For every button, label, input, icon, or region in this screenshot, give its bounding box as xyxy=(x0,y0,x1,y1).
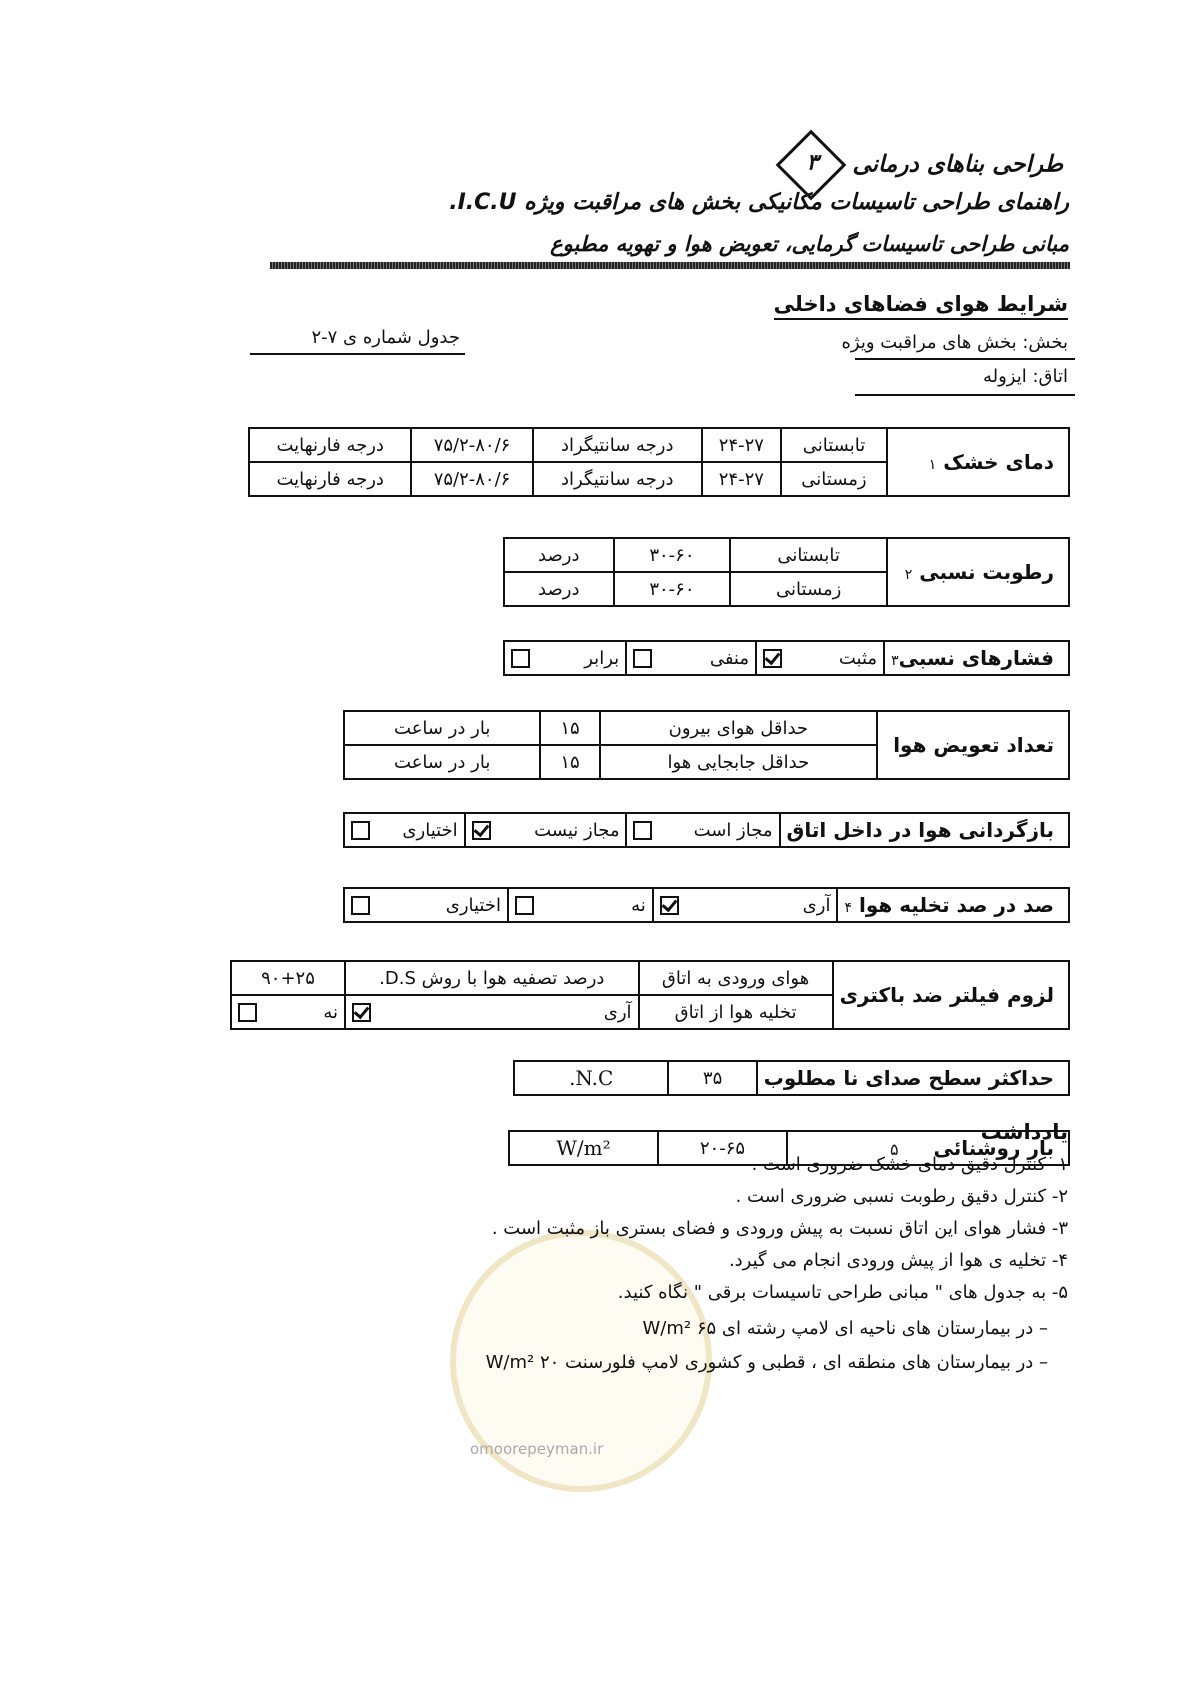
pressure-label: فشارهای نسبی۳ xyxy=(884,641,1069,675)
filter-option-no: نه xyxy=(231,995,345,1029)
ward-underline xyxy=(855,358,1075,360)
note-item: ۵- به جدول های " مبانی طراحی تاسیسات برقی " نگاه کنید. xyxy=(617,1282,1068,1303)
exhaust-table xyxy=(343,887,1070,923)
checkbox-icon[interactable] xyxy=(351,896,370,915)
air-change-value: ۱۵ xyxy=(540,711,599,745)
dry-temp-c: ۲۴-۲۷ xyxy=(702,428,781,462)
lighting-value: ۲۰-۶۵ xyxy=(658,1131,787,1165)
humidity-value: ۳۰-۶۰ xyxy=(614,538,731,572)
filter-row-name: هوای ورودی به اتاق xyxy=(639,961,833,995)
air-change-unit: بار در ساعت xyxy=(344,745,540,779)
volume-badge: ۳ xyxy=(776,130,847,201)
checkbox-icon[interactable] xyxy=(633,821,652,840)
note-subitem: – در بیمارستان های ناحیه ای لامپ رشته ای ۶۵ W/m² xyxy=(642,1318,1048,1339)
humidity-label: رطوبت نسبی ۲ xyxy=(887,538,1069,606)
exhaust-option-no: نه xyxy=(508,888,653,922)
exhaust-option-yes: آری xyxy=(653,888,838,922)
checkbox-icon[interactable] xyxy=(633,649,652,668)
dry-temp-f-unit: درجه فارنهایت xyxy=(249,428,411,462)
note-item: ۴- تخلیه ی هوا از پیش ورودی انجام می گیرد. xyxy=(728,1250,1068,1271)
room-label: اتاق: ایزوله xyxy=(982,366,1068,387)
dry-temp-season: تابستانی xyxy=(781,428,887,462)
air-change-value: ۱۵ xyxy=(540,745,599,779)
pressure-table xyxy=(503,640,1070,676)
dry-temp-c-unit: درجه سانتیگراد xyxy=(533,462,702,496)
filter-label: لزوم فیلتر ضد باکتری xyxy=(833,961,1069,1029)
noise-unit: N.C. xyxy=(514,1061,668,1095)
checkbox-checked-icon[interactable] xyxy=(763,649,782,668)
air-change-name: حداقل جابجایی هوا xyxy=(600,745,877,779)
humidity-season: تابستانی xyxy=(730,538,887,572)
exhaust-label: صد در صد تخلیه هوا ۴ xyxy=(837,888,1069,922)
header-line1: طراحی بناهای درمانی xyxy=(852,151,1063,178)
humidity-unit: درصد xyxy=(504,538,614,572)
table-number: جدول شماره ی ۷-۲ xyxy=(311,327,460,348)
recirculation-label: بازگردانی هوا در داخل اتاق xyxy=(780,813,1070,847)
noise-label: حداکثر سطح صدای نا مطلوب xyxy=(757,1061,1069,1095)
checkbox-checked-icon[interactable] xyxy=(660,896,679,915)
section-title: شرایط هوای فضاهای داخلی xyxy=(774,292,1068,320)
filter-method: درصد تصفیه هوا با روش D.S. xyxy=(345,961,639,995)
note-item: ۱- کنترل دقیق دمای خشک ضروری است . xyxy=(751,1154,1068,1175)
filter-row-name: تخلیه هوا از اتاق xyxy=(639,995,833,1029)
dry-temp-f: ۷۵/۲-۸۰/۶ xyxy=(411,428,532,462)
noise-table xyxy=(513,1060,1070,1096)
humidity-season: زمستانی xyxy=(730,572,887,606)
filter-option-yes: آری xyxy=(345,995,639,1029)
pressure-option-negative: منفی xyxy=(626,641,756,675)
checkbox-icon[interactable] xyxy=(238,1003,257,1022)
room-underline xyxy=(855,394,1075,396)
dry-temp-season: زمستانی xyxy=(781,462,887,496)
noise-value: ۳۵ xyxy=(668,1061,756,1095)
recirculation-option-not-allowed: مجاز نیست xyxy=(465,813,627,847)
dry-temp-label: دمای خشک ۱ xyxy=(887,428,1069,496)
air-change-unit: بار در ساعت xyxy=(344,711,540,745)
table-number-underline xyxy=(250,353,465,355)
humidity-value: ۳۰-۶۰ xyxy=(614,572,731,606)
ward-label: بخش: بخش های مراقبت ویژه xyxy=(841,332,1068,353)
air-change-label: تعداد تعویض هوا xyxy=(877,711,1069,779)
note-subitem: – در بیمارستان های منطقه ای ، قطبی و کشوری لامپ فلورسنت ۲۰ W/m² xyxy=(485,1352,1048,1373)
note-item: ۳- فشار هوای این اتاق نسبت به پیش ورودی و فضای بستری باز مثبت است . xyxy=(491,1218,1068,1239)
lighting-label: بار روشنائی ۵ xyxy=(787,1131,1069,1165)
dry-temp-c-unit: درجه سانتیگراد xyxy=(533,428,702,462)
pressure-option-positive: مثبت xyxy=(756,641,884,675)
lighting-unit: W/m² xyxy=(509,1131,658,1165)
dry-temp-c: ۲۴-۲۷ xyxy=(702,462,781,496)
recirculation-option-optional: اختیاری xyxy=(344,813,465,847)
header-divider xyxy=(270,262,1070,269)
checkbox-icon[interactable] xyxy=(351,821,370,840)
checkbox-icon[interactable] xyxy=(515,896,534,915)
recirculation-table xyxy=(343,812,1070,848)
exhaust-option-optional: اختیاری xyxy=(344,888,508,922)
header-topic: مبانی طراحی تاسیسات گرمایی، تعویض هوا و تهویه مطبوع xyxy=(550,232,1069,256)
checkbox-icon[interactable] xyxy=(511,649,530,668)
note-item: ۲- کنترل دقیق رطوبت نسبی ضروری است . xyxy=(735,1186,1068,1207)
header-subtitle: راهنمای طراحی تاسیسات مکانیکی بخش های مراقبت ویژه I.C.U. xyxy=(449,190,1069,215)
dry-temp-f-unit: درجه فارنهایت xyxy=(249,462,411,496)
filter-value: ۹۰+۲۵ xyxy=(231,961,345,995)
recirculation-option-allowed: مجاز است xyxy=(626,813,779,847)
watermark-text: omoorepeyman.ir xyxy=(470,1440,604,1458)
checkbox-checked-icon[interactable] xyxy=(352,1003,371,1022)
header-title xyxy=(786,140,1063,190)
checkbox-checked-icon[interactable] xyxy=(472,821,491,840)
pressure-option-equal: برابر xyxy=(504,641,626,675)
notes-title: یادداشت xyxy=(980,1120,1068,1144)
air-change-table xyxy=(343,710,1070,780)
filter-table xyxy=(230,960,1070,1030)
dry-temp-table xyxy=(248,427,1070,497)
humidity-table xyxy=(503,537,1070,607)
dry-temp-f: ۷۵/۲-۸۰/۶ xyxy=(411,462,532,496)
humidity-unit: درصد xyxy=(504,572,614,606)
air-change-name: حداقل هوای بیرون xyxy=(600,711,877,745)
